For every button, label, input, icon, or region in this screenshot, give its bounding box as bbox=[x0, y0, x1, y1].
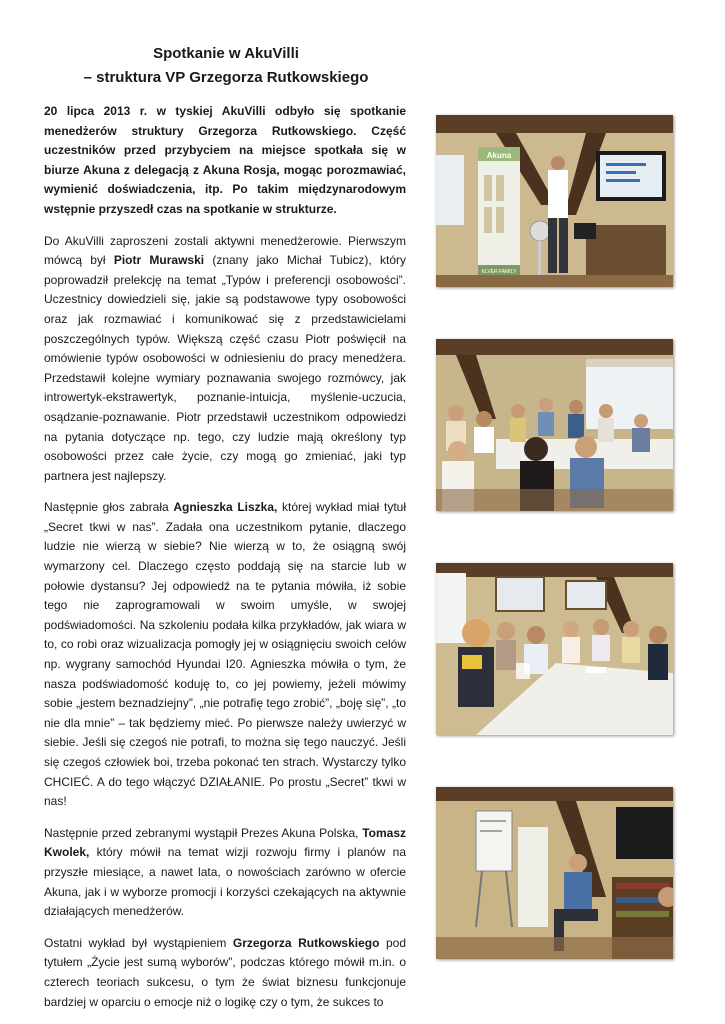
p1-text-b: (znany jako Michał Tubicz), który poprowadził prelekcję na temat „Typów i preferencji osobowości”. Uczestnicy dowiedzieli się, jakie są podstawowe typy osobowości oraz jak rozmawiać i komunikować się z przedstawicielami poszczególnych typów. Większą część czasu Piotr poświęcił na omówienie typów osobowości w odniesieniu do pracy menedżera. Przedstawił kolejne wymiary poznawania swojego rozmówcy, jak introwertyk-ekstrawertyk, poznanie-intuicja, myślenie-uczucia, osądzanie-poznawanie. Piotr przedstawił uczestnikom odpowiedzi na pytania dotyczące np. tego, czy ludzie mają określony typ osobowości przez całe życie, czy mogą go zmieniać, jaki typ partnera jest najlepszy. bbox=[44, 253, 406, 483]
paragraph-kwolek bbox=[44, 824, 406, 922]
p1-text-a: Do AkuVilli zaproszeni zostali aktywni menedżerowie. Pierwszym mówcą był bbox=[44, 233, 406, 268]
lead-paragraph: 20 lipca 2013 r. w tyskiej AkuVilli odbyło się spotkanie menedżerów struktury Grzegorza Rutkowskiego. Część uczestników przed przybyciem na miejsce spotkała się w biurze Akuna z delegacją z Akuna Rosja, mogąc porozmawiać, wymienić doświadczenia, itp. Po takim międzynarodowym wstępnie przyszedł czas na spotkanie w strukturze. bbox=[44, 104, 406, 216]
speaker-kwolek: Tomasz Kwolek, bbox=[44, 825, 406, 860]
paragraph-rutkowski bbox=[44, 934, 406, 1012]
speaker-rutkowski: Grzegorza Rutkowskiego bbox=[232, 935, 380, 950]
title-line-2: – struktura VP Grzegorza Rutkowskiego bbox=[83, 69, 369, 86]
title-line-1: Spotkanie w AkuVilli bbox=[153, 45, 299, 62]
p4-text-b: pod tytułem „Życie jest sumą wyborów”, podczas którego mówił m.in. o czterech teoriach sukcesu, o tym że świat biznesu funkcjonuje bardziej w oparciu o emocje niż o logikę czy o tym, że sukces to bbox=[44, 935, 406, 1009]
paragraph-murawski bbox=[44, 232, 406, 487]
banner-footer-text: KLVER FAMILY bbox=[481, 269, 517, 275]
speaker-murawski: Piotr Murawski bbox=[113, 253, 205, 268]
paragraph-liszka bbox=[44, 498, 406, 812]
p2-text-b: której wykład miał tytuł „Secret tkwi w nas”. Zadała ona uczestnikom pytanie, dlaczego ludzie nie wierzą w siebie? Nie wierzą w to, że osiągną swój wymarzony cel. Dlaczego często poddają się na starcie lub w połowie dystansu? Jej odpowiedź na te pytania mówiła, iż sobie tego nie zaprogramowali w swoim umyśle, w swojej podświadomości. Na szkoleniu podała kilka przykładów, jak wiara w to, co robi oraz wizualizacja pomogły jej w osiągnięciu swoich celów np. wygrany samochód Hyundai I20. Agnieszka mówiła o tym, że nasza podświadomość koduję to, co jej powiemy, jeżeli mówimy sobie „jestem beznadziejny”, „nie potrafię tego zrobić”, „boję się”, „to nie dla mnie” – tak będziemy mieć. Po pierwsze należy uwierzyć w siebie. Jeśli się czegoś nie potrafi, to można się tego nauczyć. Jeśli się czegoś człowiek boi, trzeba pokonać ten strach. Wystarczy tylko CHCIEĆ. A do tego włączyć DZIAŁANIE. Po prostu „Secret” tkwi w nas! bbox=[44, 500, 406, 809]
page-title bbox=[0, 42, 452, 90]
article-body bbox=[44, 102, 406, 1024]
p3-text-b: który mówił na temat wizji rozwoju firmy i planów na przyszłe miesiące, a nawet lata, o nowościach zarówno w ofercie Akuna, jak i w wyborze promocji i korzyści czekających na aktywnie działających menedżerów. bbox=[44, 845, 406, 919]
p3-text-a: Następnie przed zebranymi wystąpił Prezes Akuna Polska, bbox=[44, 825, 363, 840]
banner-brand-text: Akuna bbox=[486, 151, 512, 160]
photo-participants-long-table bbox=[436, 563, 673, 735]
speaker-liszka: Agnieszka Liszka, bbox=[173, 500, 278, 515]
p2-text-a: Następnie głos zabrała bbox=[44, 500, 174, 515]
p4-text-a: Ostatni wykład był wystąpieniem bbox=[44, 935, 233, 950]
photo-audience-table bbox=[436, 339, 673, 511]
photo-speaker-presentation bbox=[436, 115, 673, 287]
photo-seated-speaker bbox=[436, 787, 673, 959]
